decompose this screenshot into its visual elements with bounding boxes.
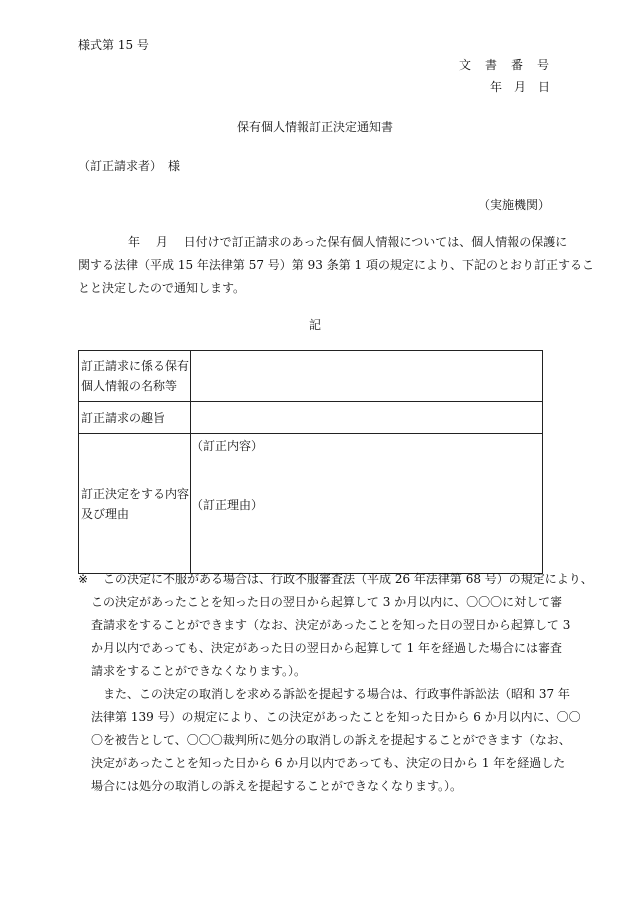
note-line: 決定があったことを知った日から 6 か月以内であっても、決定の日から 1 年を経過した — [91, 756, 566, 770]
document-number: 文 書 番 号 — [458, 58, 550, 72]
body-line: とと決定したので通知します。 — [78, 281, 246, 295]
table-row — [79, 434, 543, 574]
note-line: 法律第 139 号）の規定により、この決定があったことを知った日から 6 か月以内に、〇〇 — [91, 710, 581, 724]
form-number: 様式第 15 号 — [78, 38, 149, 52]
note-line: か月以内であっても、決定があった日の翌日から起算して 1 年を経過した場合には審査 — [91, 641, 563, 655]
note-line: 〇を被告として、〇〇〇裁判所に処分の取消しの訴えを提起することができます（なお、 — [91, 733, 571, 747]
label-decision-content: 訂正決定をする内容 及び理由 — [79, 434, 191, 574]
correction-content-label: （訂正内容） — [191, 439, 264, 453]
note-line: 査請求をすることができます（なお、決定があったことを知った日の翌日から起算して 3 — [91, 618, 571, 632]
note-line: この決定があったことを知った日の翌日から起算して 3 か月以内に、〇〇〇に対して審 — [91, 595, 563, 609]
note-line: 請求をすることができなくなります。）。 — [91, 664, 307, 678]
addressee: （訂正請求者） 様 — [78, 159, 181, 173]
note-line: また、この決定の取消しを求める訴訟を提起する場合は、行政事件訴訟法（昭和 37 年 — [103, 687, 570, 701]
issue-date: 年 月 日 — [489, 80, 550, 94]
body-line: 関する法律（平成 15 年法律第 57 号）第 93 条第 1 項の規定により、下記のとおり訂正するこ — [78, 258, 594, 272]
value-info-name — [191, 351, 543, 402]
label-request-purpose: 訂正請求の趣旨 — [79, 402, 191, 434]
document-title: 保有個人情報訂正決定通知書 — [236, 120, 393, 134]
note-line: 場合には処分の取消しの訴えを提起することができなくなります。）。 — [91, 779, 463, 793]
correction-reason-label: （訂正理由） — [191, 498, 264, 512]
ki-heading: 記 — [308, 318, 321, 332]
value-request-purpose — [191, 402, 543, 434]
value-decision-content — [191, 434, 543, 574]
label-info-name: 訂正請求に係る保有 個人情報の名称等 — [79, 351, 191, 402]
table-row — [79, 351, 543, 402]
table-row — [79, 402, 543, 434]
body-line: 年 月 日付けで訂正請求のあった保有個人情報については、個人情報の保護に — [128, 235, 568, 249]
note-line: この決定に不服がある場合は、行政不服審査法（平成 26 年法律第 68 号）の規定により、 — [103, 572, 593, 586]
record-table — [78, 350, 543, 574]
issuer-agency: （実施機関） — [477, 198, 550, 212]
note-mark: ※ — [78, 572, 89, 586]
